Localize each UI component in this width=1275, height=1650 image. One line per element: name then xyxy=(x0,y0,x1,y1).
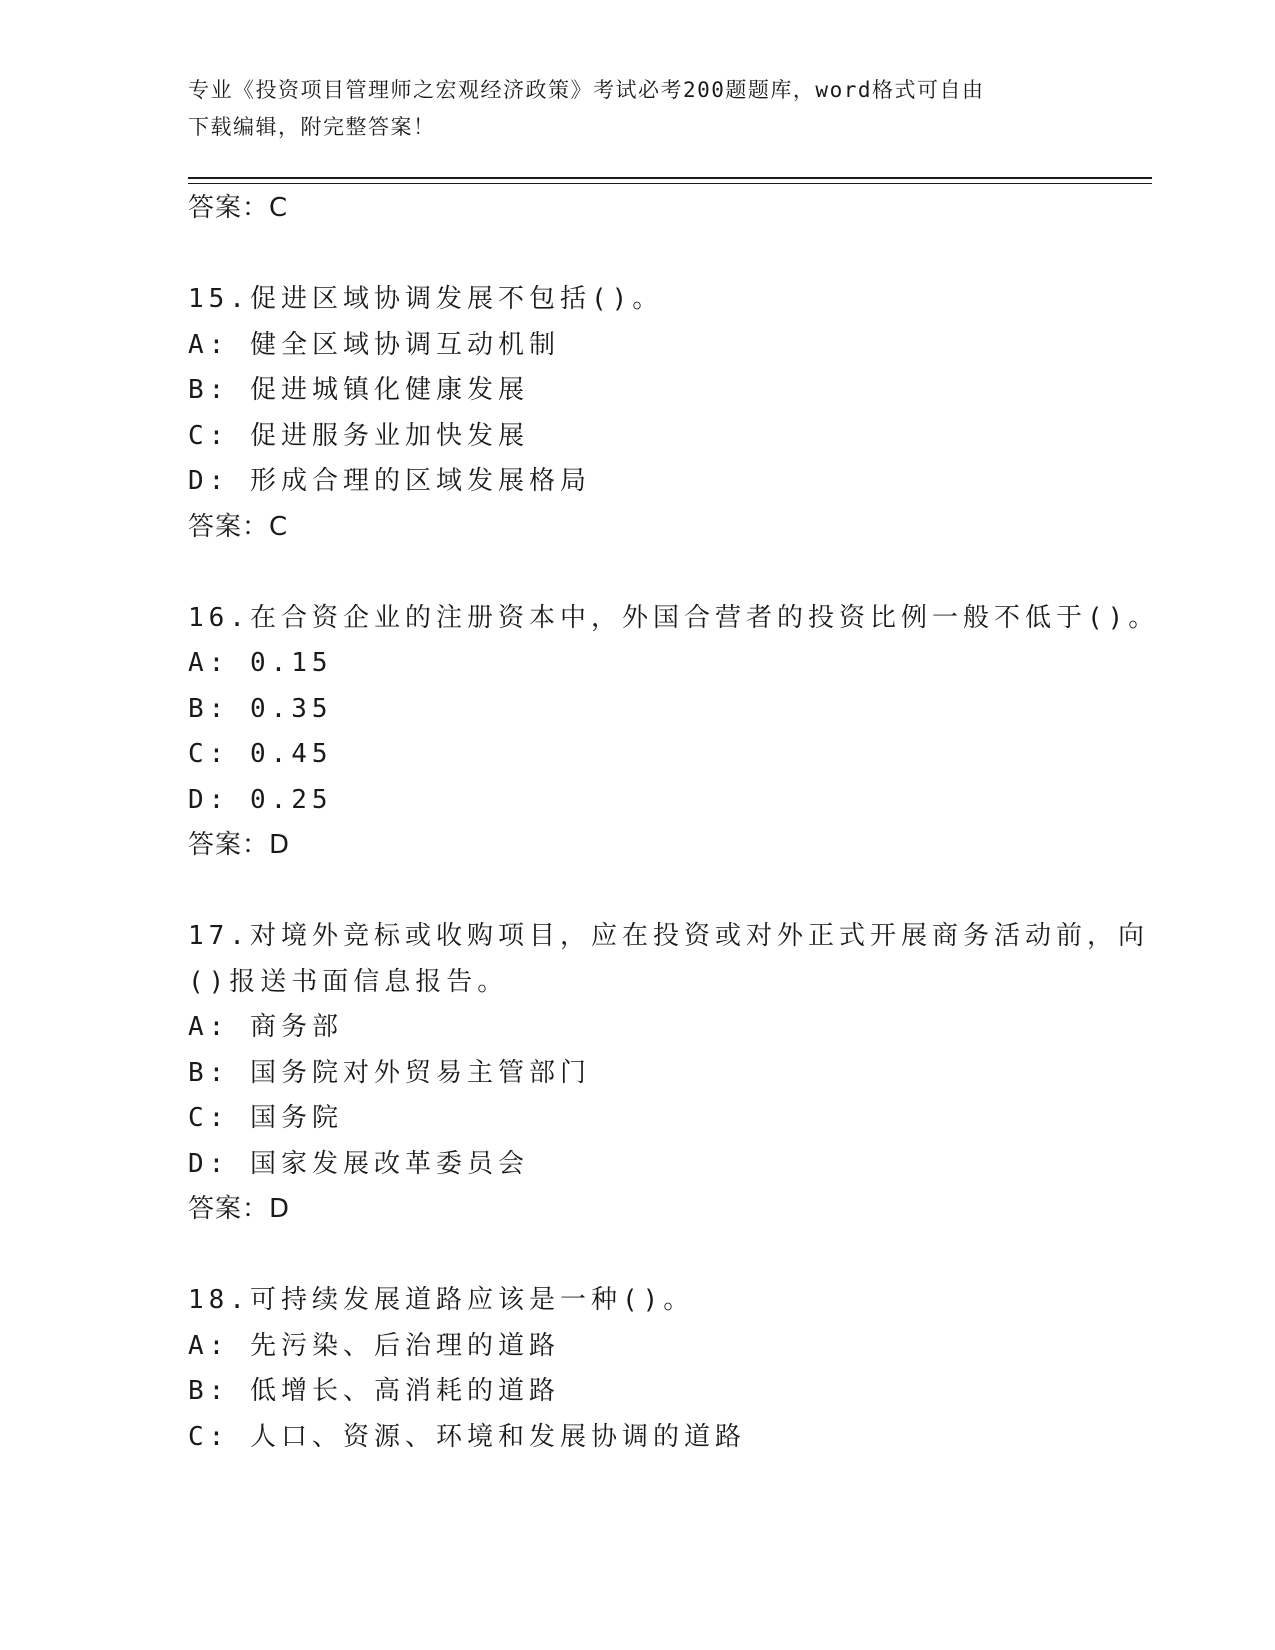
option-d: D: 国家发展改革委员会 xyxy=(188,1148,529,1179)
previous-answer: 答案：C xyxy=(188,193,289,223)
document-header xyxy=(188,72,1088,146)
option-b: B: 0.35 xyxy=(188,693,333,724)
header-divider-thick xyxy=(188,177,1152,179)
spacer xyxy=(188,550,1128,596)
answer: 答案：C xyxy=(188,511,289,542)
question-list xyxy=(188,186,1160,1460)
option-c: C: 0.45 xyxy=(188,739,333,769)
spacer xyxy=(188,1233,1128,1279)
option-c: C: 国务院 xyxy=(188,1103,343,1133)
option-a: A: 先污染、后治理的道路 xyxy=(188,1330,560,1361)
question-stem-line-2: ()报送书面信息报告。 xyxy=(188,966,509,997)
question-stem: 15.促进区域协调发展不包括()。 xyxy=(188,284,664,314)
header-divider-thin xyxy=(188,183,1152,184)
question-17 xyxy=(188,914,1149,1233)
option-d: D: 形成合理的区域发展格局 xyxy=(188,466,591,496)
question-15 xyxy=(188,277,1128,550)
question-stem-line-1: 17.对境外竞标或收购项目，应在投资或对外正式开展商务活动前，向 xyxy=(188,921,1149,951)
option-c: C: 促进服务业加快发展 xyxy=(188,420,529,451)
option-a: A: 健全区域协调互动机制 xyxy=(188,329,560,360)
answer: 答案：D xyxy=(188,1194,291,1224)
option-a: A: 商务部 xyxy=(188,1012,343,1042)
question-stem: 18.可持续发展道路应该是一种()。 xyxy=(188,1285,695,1315)
question-18 xyxy=(188,1278,1128,1460)
option-b: B: 促进城镇化健康发展 xyxy=(188,375,529,405)
option-c: C: 人口、资源、环境和发展协调的道路 xyxy=(188,1421,746,1452)
question-16 xyxy=(188,596,1160,869)
question-stem: 16.在合资企业的注册资本中，外国合营者的投资比例一般不低于()。 xyxy=(188,602,1160,633)
header-line-2: 下载编辑，附完整答案！ xyxy=(188,115,436,139)
spacer xyxy=(188,232,1128,278)
answer: 答案：D xyxy=(188,830,291,860)
header-line-1: 专业《投资项目管理师之宏观经济政策》考试必考200题题库，word格式可自由 xyxy=(188,78,985,102)
option-b: B: 低增长、高消耗的道路 xyxy=(188,1376,560,1406)
option-b: B: 国务院对外贸易主管部门 xyxy=(188,1057,591,1088)
spacer xyxy=(188,869,1128,915)
option-d: D: 0.25 xyxy=(188,784,333,815)
option-a: A: 0.15 xyxy=(188,648,333,678)
